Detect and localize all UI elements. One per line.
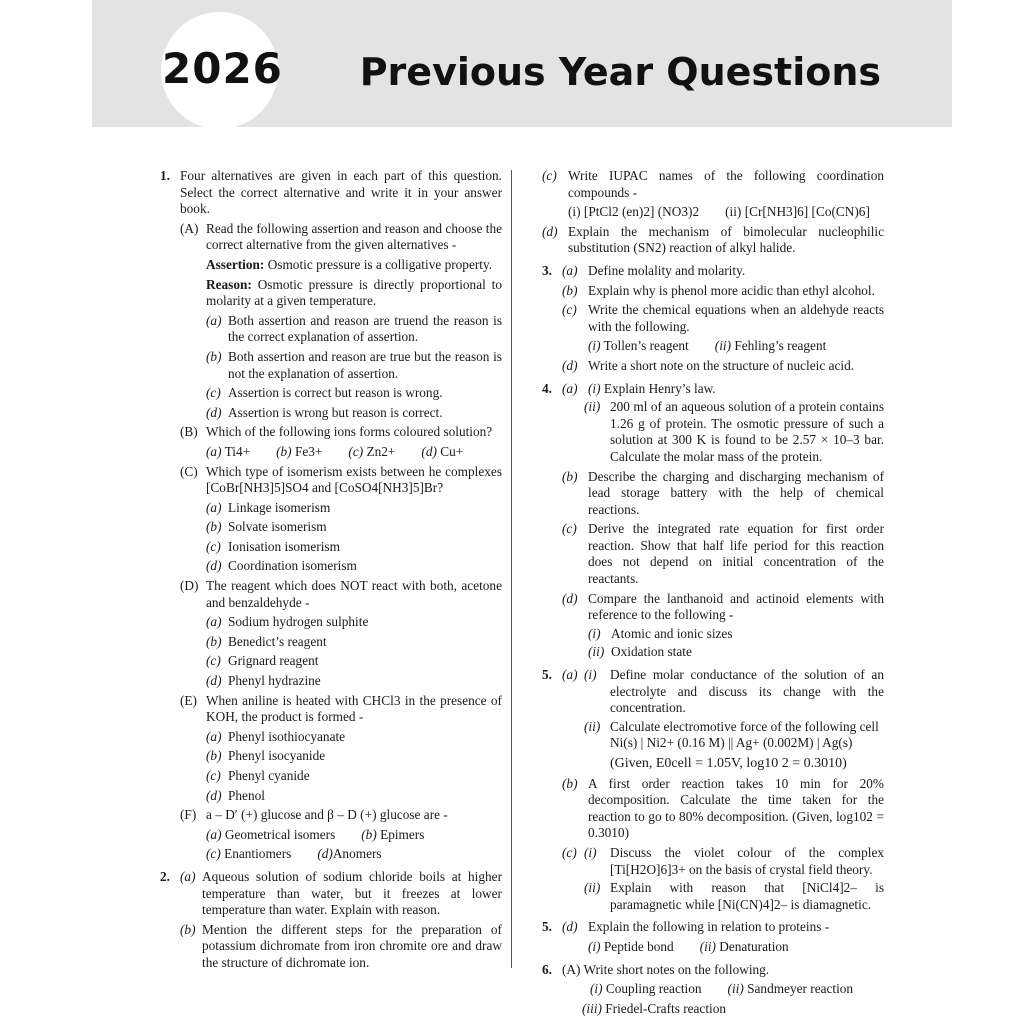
part-d: (D) The reagent which does NOT react with both, acetone and benzaldehyde - (a) Sodium hydrogen sulphite (b) Benedict’s reagent (c) Grignard reagent (d) Phenyl hydrazine — [180, 578, 502, 689]
assertion: Assertion: Osmotic pressure is a colligative property. — [206, 256, 493, 272]
page-title: Previous Year Questions — [359, 50, 881, 94]
part-c: (C) Which type of isomerism exists between he complexes [CoBr[NH3]5]SO4 and [CoSO4[NH3]5]Br? (a) Linkage isomerism (b) Solvate isomerism (c) Ionisation isomerism (d) Coordination isomerism — [180, 463, 502, 574]
option: (c) Assertion is correct but reason is wrong. — [206, 385, 443, 401]
question-6: 6. (A) Write short notes on the following. (i) Coupling reaction (ii) Sandmeyer reaction (iii) Friedel-Crafts reaction — [542, 961, 854, 1016]
right-column — [542, 168, 884, 1021]
question-2c: (c) Write IUPAC names of the following coordination compounds - (i) [PtCl2 (en)2] (NO3)2 (ii) [Cr[NH3]6] [Co(CN)6] — [542, 168, 884, 220]
question-2: 2. (a) Aqueous solution of sodium chloride boils at higher temperature than water, but it freezes at lower temperature than water. Explain with reason. (b) Mention the different steps for the preparation of potassium dichromate from iron chromite ore and draw the structure of dichromate ion. — [160, 868, 502, 970]
question-3: 3. (a) Define molality and molarity. (b) Explain why is phenol more acidic than ethyl alcohol. (c) Write the chemical equations when an aldehyde reacts with the following. (i) Tollen’s reagent (ii) Fehling’s reagent (d) Write a short note on the structure of nucleic acid. — [542, 262, 884, 373]
option: (b) Both assertion and reason are true but the reason is not the explanation of assertion. — [206, 348, 502, 381]
year-label: 2026 — [162, 44, 283, 93]
inline-options: (a) Ti4+ (b) Fe3+ (c) Zn2+ (d) Cu+ — [206, 443, 464, 459]
question-text: Four alternatives are given in each part of this question. Select the correct alternative and write it in your answer book. — [180, 168, 502, 217]
left-column — [160, 168, 502, 976]
part-e: (E) When aniline is heated with CHCl3 in the presence of KOH, the product is formed - (a) Phenyl isothiocyanate (b) Phenyl isocyanide (c) Phenyl cyanide (d) Phenol — [180, 692, 502, 803]
part-a: (A) Read the following assertion and reason and choose the correct alternative from the given alternatives - Assertion: Osmotic pressure is a colligative property. Reason: Osmotic pressure is directly proportional to molarity at a given temperature. (a) Both assertion and reason are truend the reason is the correct explanation of assertion. (b) Both assertion and reason are true but the reason is not the explanation of assertion. (c) Assertion is correct but reason is wrong. (d) Assertion is wrong but reason is correct. — [180, 220, 503, 420]
question-1 — [160, 168, 502, 863]
part-f: (F) a – D′ (+) glucose and β – D (+) glucose are - (a) Geometrical isomers (b) Epimers (c) Enantiomers (d)Anomers — [180, 807, 448, 862]
option: (d) Assertion is wrong but reason is correct. — [206, 404, 443, 420]
option: (a) Both assertion and reason are truend the reason is the correct explanation of assertion. — [206, 312, 502, 345]
reason: Reason: Osmotic pressure is directly proportional to molarity at a given temperature. — [206, 276, 503, 309]
question-4: 4. (a) (i) Explain Henry’s law. (ii) 200 ml of an aqueous solution of a protein contains 1.26 g of protein. The osmotic pressure of such a solution at 300 K is found to be 2.57 × 10–3 bar. Calculate the molar mass of the protein. (b) Describe the charging and discharging mechanism of lead storage battery with the help of chemical reactions. (c) Derive the integrated rate equation for first order reaction. Show that half life period for this reaction does not depend on initial concentration of the reactants. (d) Compare the lanthanoid and actinoid elements with reference to the following - (i) Atomic and ionic sizes (ii) Oxidation state — [542, 380, 884, 660]
question-2d: (d) Explain the mechanism of bimolecular nucleophilic substitution (SN2) reaction of alkyl halide. — [542, 223, 884, 256]
question-5d: 5. (d) Explain the following in relation to proteins - (i) Peptide bond (ii) Denaturation — [542, 919, 830, 954]
part-b: (B) Which of the following ions forms coloured solution? (a) Ti4+ (b) Fe3+ (c) Zn2+ (d) Cu+ — [180, 424, 502, 460]
question-number: 1. — [160, 168, 170, 183]
column-divider — [511, 170, 512, 968]
question-5: 5. (a) (i) Define molar conductance of the solution of an electrolyte and discuss its change with the concentration. (ii) Calculate electromotive force of the following cell Ni(s) | Ni2+ (0.16 M) || Ag+ (0.002M) | Ag(s) (Given, E0cell = 1.05V, log10 2 = 0.3010) (b) A first order reaction takes 10 min for 20% decomposition. Calculate the time taken for the reaction to go to 80% decomposition. (Given, log102 = 0.3010) (c) (i) Discuss the violet colour of the complex [Ti[H2O]6]3+ on the basis of crystal field theory. (ii) Explain with reason that [NiCl4]2– is paramagnetic while [Ni(CN)4]2– is diamagnetic. — [542, 667, 884, 912]
